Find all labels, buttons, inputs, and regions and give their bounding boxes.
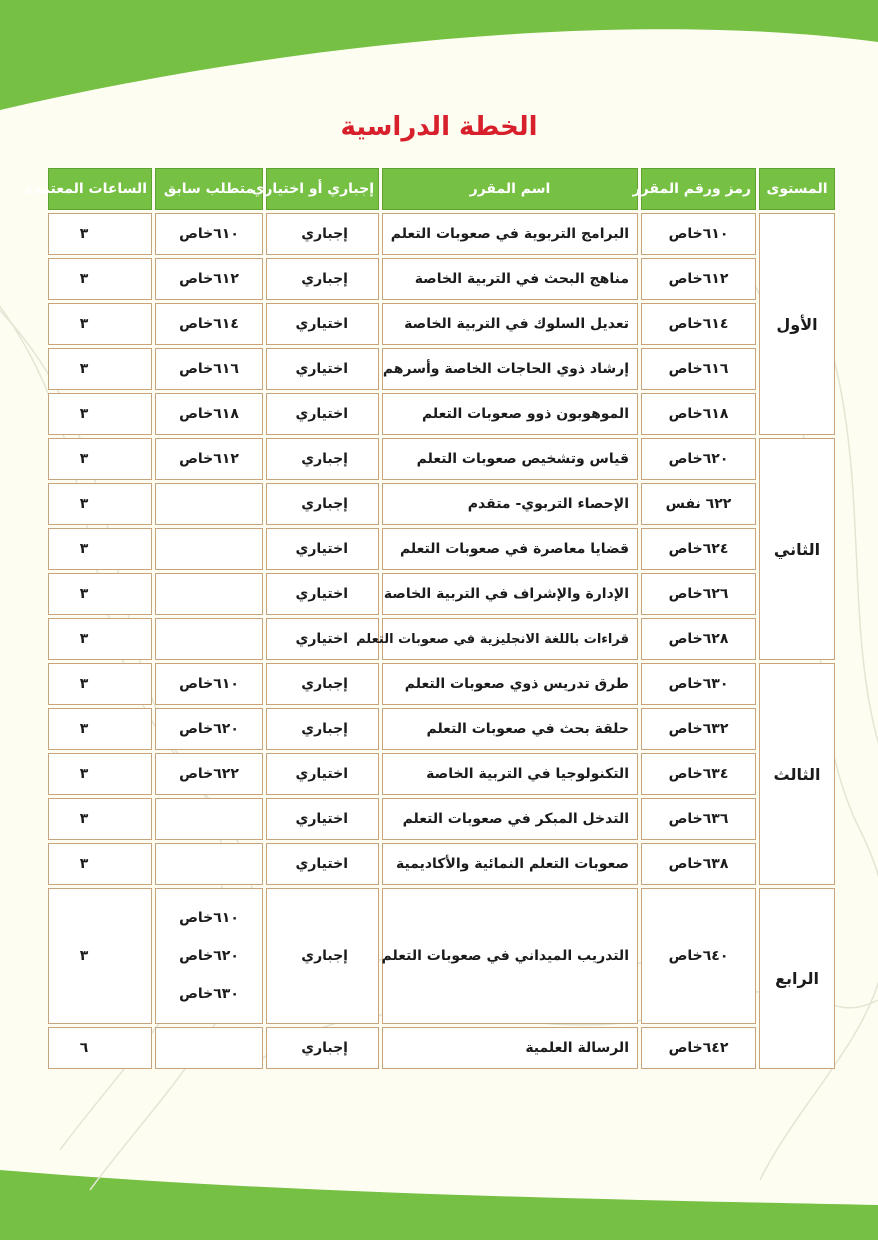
course-type: اختياري: [266, 393, 379, 435]
course-code: ٦١٨خاص: [641, 393, 756, 435]
course-credits: ٣: [48, 888, 152, 1024]
course-type: إجباري: [266, 483, 379, 525]
course-name: الموهوبون ذوو صعوبات التعلم: [382, 393, 638, 435]
course-name: التدخل المبكر في صعوبات التعلم: [382, 798, 638, 840]
header-name: اسم المقرر: [382, 168, 638, 210]
table-row: [48, 618, 835, 660]
header-type: إجباري أو اختياري: [266, 168, 379, 210]
course-prereq: ٦١٦خاص: [155, 348, 263, 390]
table-row: [48, 843, 835, 885]
course-type: إجباري: [266, 213, 379, 255]
course-name: الإدارة والإشراف في التربية الخاصة: [382, 573, 638, 615]
course-code: ٦١٢خاص: [641, 258, 756, 300]
level-cell: الثالث: [759, 663, 835, 885]
course-type: إجباري: [266, 708, 379, 750]
course-credits: ٣: [48, 573, 152, 615]
course-name: التكنولوجيا في التربية الخاصة: [382, 753, 638, 795]
course-credits: ٣: [48, 393, 152, 435]
course-type: إجباري: [266, 663, 379, 705]
table-row: [48, 753, 835, 795]
course-credits: ٣: [48, 618, 152, 660]
table-row: [48, 798, 835, 840]
table-row: [48, 393, 835, 435]
header-level: المستوى: [759, 168, 835, 210]
course-code: ٦٤٢خاص: [641, 1027, 756, 1069]
course-prereq: ٦١٠خاص: [155, 663, 263, 705]
course-prereq: [155, 618, 263, 660]
prereq-item: ٦٢٠خاص: [179, 948, 239, 964]
course-credits: ٣: [48, 258, 152, 300]
course-prereq: ٦١٨خاص: [155, 393, 263, 435]
course-code: ٦٢٨خاص: [641, 618, 756, 660]
course-type: اختياري: [266, 348, 379, 390]
table-row: [48, 348, 835, 390]
course-prereq: ٦١٠خاص: [155, 213, 263, 255]
course-name: التدريب الميداني في صعوبات التعلم: [382, 888, 638, 1024]
table-row: [48, 888, 835, 1024]
level-cell: الرابع: [759, 888, 835, 1069]
course-name: حلقة بحث في صعوبات التعلم: [382, 708, 638, 750]
course-code: ٦٤٠خاص: [641, 888, 756, 1024]
table-row: [48, 258, 835, 300]
course-type: اختياري: [266, 753, 379, 795]
course-type: اختياري: [266, 843, 379, 885]
course-type: اختياري: [266, 798, 379, 840]
level-cell: الأول: [759, 213, 835, 435]
course-prereq: ٦١٢خاص: [155, 438, 263, 480]
course-credits: ٣: [48, 753, 152, 795]
course-code: ٦٣٤خاص: [641, 753, 756, 795]
course-prereq: ٦١٤خاص: [155, 303, 263, 345]
course-prereq: [155, 1027, 263, 1069]
header-credits: الساعات المعتمدة: [48, 168, 152, 210]
study-plan-table: [24, 165, 838, 1072]
table-row: [48, 483, 835, 525]
course-name: تعديل السلوك في التربية الخاصة: [382, 303, 638, 345]
course-credits: ٦: [48, 1027, 152, 1069]
course-credits: ٣: [48, 438, 152, 480]
level-cell: الثاني: [759, 438, 835, 660]
header-code: رمز ورقم المقرر: [641, 168, 756, 210]
prereq-item: ٦١٠خاص: [179, 910, 239, 926]
table-row: [48, 438, 835, 480]
course-credits: ٣: [48, 213, 152, 255]
course-name: قراءات باللغة الانجليزية في صعوبات التعلم: [382, 618, 638, 660]
course-prereq: ٦٢٠خاص: [155, 708, 263, 750]
course-code: ٦٣٠خاص: [641, 663, 756, 705]
course-code: ٦١٦خاص: [641, 348, 756, 390]
course-type: إجباري: [266, 888, 379, 1024]
course-name: قضايا معاصرة في صعوبات التعلم: [382, 528, 638, 570]
course-name: الإحصاء التربوي- متقدم: [382, 483, 638, 525]
course-name: مناهج البحث في التربية الخاصة: [382, 258, 638, 300]
table-row: [48, 1027, 835, 1069]
page-title: الخطة الدراسية: [340, 112, 538, 142]
course-name: الرسالة العلمية: [382, 1027, 638, 1069]
course-prereq: [155, 843, 263, 885]
course-code: ٦١٠خاص: [641, 213, 756, 255]
course-credits: ٣: [48, 528, 152, 570]
course-credits: ٣: [48, 663, 152, 705]
course-prereq: ٦١٢خاص: [155, 258, 263, 300]
course-prereq: [155, 573, 263, 615]
course-prereq: [155, 528, 263, 570]
course-credits: ٣: [48, 798, 152, 840]
course-name: قياس وتشخيص صعوبات التعلم: [382, 438, 638, 480]
course-code: ٦٣٢خاص: [641, 708, 756, 750]
table-row: [48, 528, 835, 570]
course-credits: ٣: [48, 708, 152, 750]
course-code: ٦٢٠خاص: [641, 438, 756, 480]
table-row: [48, 303, 835, 345]
course-credits: ٣: [48, 843, 152, 885]
course-type: اختياري: [266, 573, 379, 615]
course-code: ٦٢٤خاص: [641, 528, 756, 570]
course-type: اختياري: [266, 618, 379, 660]
course-type: إجباري: [266, 1027, 379, 1069]
course-prereq: [155, 888, 263, 1024]
course-prereq: [155, 483, 263, 525]
course-credits: ٣: [48, 348, 152, 390]
table-row: [48, 708, 835, 750]
course-prereq: ٦٢٢خاص: [155, 753, 263, 795]
course-code: ٦٣٦خاص: [641, 798, 756, 840]
course-code: ٦٣٨خاص: [641, 843, 756, 885]
course-code: ٦١٤خاص: [641, 303, 756, 345]
course-code: ٦٢٢ نفس: [641, 483, 756, 525]
table-row: [48, 663, 835, 705]
table-row: [48, 213, 835, 255]
header-prereq: متطلب سابق: [155, 168, 263, 210]
course-type: إجباري: [266, 438, 379, 480]
course-name: طرق تدريس ذوي صعوبات التعلم: [382, 663, 638, 705]
course-type: اختياري: [266, 528, 379, 570]
course-credits: ٣: [48, 483, 152, 525]
course-name: صعوبات التعلم النمائية والأكاديمية: [382, 843, 638, 885]
course-credits: ٣: [48, 303, 152, 345]
course-type: اختياري: [266, 303, 379, 345]
table-header-row: [48, 168, 835, 210]
course-code: ٦٢٦خاص: [641, 573, 756, 615]
table-row: [48, 573, 835, 615]
course-name: إرشاد ذوي الحاجات الخاصة وأسرهم: [382, 348, 638, 390]
course-prereq: [155, 798, 263, 840]
course-type: إجباري: [266, 258, 379, 300]
course-name: البرامج التربوية في صعوبات التعلم: [382, 213, 638, 255]
prereq-item: ٦٣٠خاص: [179, 986, 239, 1002]
